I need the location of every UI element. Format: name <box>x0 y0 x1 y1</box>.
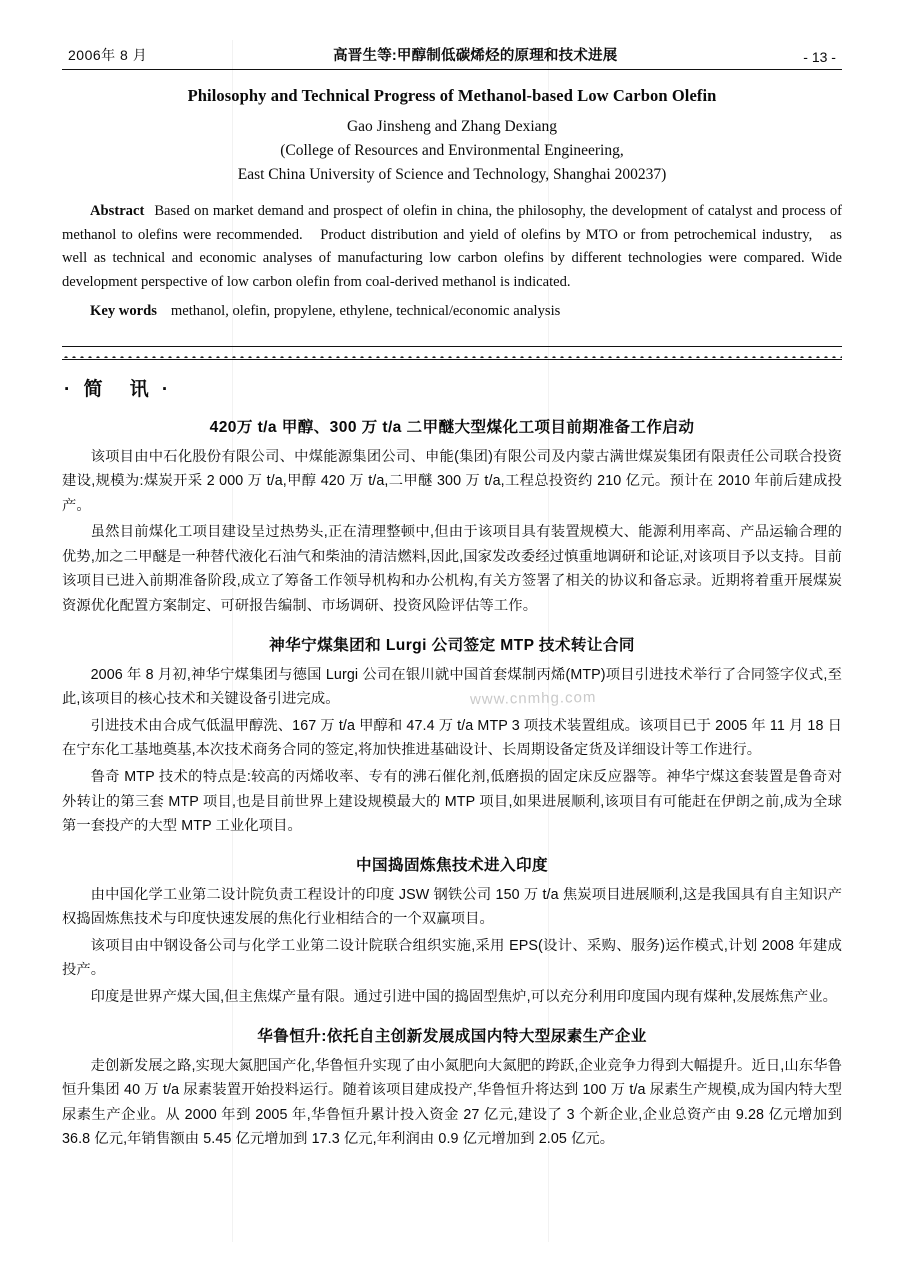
brief-paragraph: 鲁奇 MTP 技术的特点是:较高的丙烯收率、专有的沸石催化剂,低磨损的固定床反应器等。神华宁煤这套装置是鲁奇对外转让的第三套 MTP 项目,也是目前世界上建设规模最大的 MTP 项目,如果进展顺利,该项目有可能赶在伊朗之前,成为全球第一套投产的大型 MTP 工业化项目。 <box>62 768 842 835</box>
abstract-label: Abstract <box>90 203 145 219</box>
page-number: - 13 - <box>803 49 836 65</box>
brief-paragraph: 2006 年 8 月初,神华宁煤集团与德国 Lurgi 公司在银川就中国首套煤制丙烯(MTP)项目引进技术举行了合同签字仪式,至此,该项目的核心技术和关键设备引进完成。 <box>62 666 842 708</box>
affiliation-line-1: (College of Resources and Environmental Engineering, <box>280 142 624 159</box>
brief-paragraph: 印度是世界产煤大国,但主焦煤产量有限。通过引进中国的捣固型焦炉,可以充分利用印度国内现有煤种,发展炼焦产业。 <box>90 988 838 1005</box>
abstract-text: Based on market demand and prospect of olefin in china, the philosophy, the development of catalyst and process of methanol to olefins were recommended. Product distribution and yield of olefins by MTO or from petrochemical industry, as well as technical and economic analyses of manufacturing low carbon olefins by different technologies were compared. Wide development perspective of low carbon olefin from coal-derived methanol is indicated. <box>62 203 842 290</box>
brief-paragraph: 引进技术由合成气低温甲醇洗、167 万 t/a 甲醇和 47.4 万 t/a MTP 3 项技术装置组成。该项目已于 2005 年 11 月 18 日在宁东化工基地奠基,本次技术商务合同的签定,将加快推进基础设计、长周期设备定货及详细设计等工作进行。 <box>62 717 842 759</box>
brief-title: 420万 t/a 甲醇、300 万 t/a 二甲醚大型煤化工项目前期准备工作启动 <box>209 418 695 436</box>
watermark: www.cnmhg.com <box>469 688 597 709</box>
brief-paragraph: 该项目由中石化股份有限公司、中煤能源集团公司、申能(集团)有限公司及内蒙古满世煤炭集团有限责任公司联合投资建设,规模为:煤炭开采 2 000 万 t/a,甲醇 420 万 t/a,二甲醚 300 万 t/a,工程总投资约 210 亿元。预计在 2010 年前后建成投产。 <box>62 448 842 514</box>
english-authors: Gao Jinsheng and Zhang Dexiang <box>346 118 558 135</box>
decorative-separator <box>62 346 842 360</box>
keywords-text: methanol, olefin, propylene, ethylene, technical/economic analysis <box>170 302 561 319</box>
brief-paragraph: 该项目由中钢设备公司与化学工业第二设计院联合组织实施,采用 EPS(设计、采购、服务)运作模式,计划 2008 年建成投产。 <box>62 937 842 979</box>
brief-title: 华鲁恒升:依托自主创新发展成国内特大型尿素生产企业 <box>257 1027 647 1045</box>
running-head-date: 2006年 8 月 <box>68 47 148 63</box>
brief-title: 神华宁煤集团和 Lurgi 公司签定 MTP 技术转让合同 <box>269 636 635 654</box>
english-title: Philosophy and Technical Progress of Methanol-based Low Carbon Olefin <box>187 86 717 105</box>
brief-paragraph: 虽然目前煤化工项目建设呈过热势头,正在清理整顿中,但由于该项目具有装置规模大、能源利用率高、产品运输合理的优势,加之二甲醚是一种替代液化石油气和柴油的清洁燃料,因此,国家发改委经过慎重地调研和论证,对该项目予以支持。目前该项目已进入前期准备阶段,成立了筹备工作领导机构和办公机构,有关方签署了相关的协议和备忘录。近期将着重开展煤炭资源优化配置方案制定、可研报告编制、市场调研、投资风险评估等工作。 <box>62 524 842 615</box>
keywords-label: Key words <box>90 302 157 319</box>
brief-paragraph: 走创新发展之路,实现大氮肥国产化,华鲁恒升实现了由小氮肥向大氮肥的跨跃,企业竞争力得到大幅提升。近日,山东华鲁恒升集团 40 万 t/a 尿素装置开始投料运行。随着该项目建成投产,华鲁恒升将达到 100 万 t/a 尿素生产规模,成为国内特大型尿素生产企业。从 2000 年到 2005 年,华鲁恒升累计投入资金 27 亿元,建设了 3 个新企业,企业总资产由 9.28 亿元增加到 36.8 亿元,年销售额由 5.45 亿元增加到 17.3 亿元,年利润由 0.9 亿元增加到 2.05 亿元。 <box>62 1057 842 1148</box>
brief-paragraph: 由中国化学工业第二设计院负责工程设计的印度 JSW 钢铁公司 150 万 t/a 焦炭项目进展顺利,这是我国具有自主知识产权捣固炼焦技术与印度快速发展的焦化行业相结合的一个双赢项目。 <box>62 886 842 928</box>
brief-title: 中国捣固炼焦技术进入印度 <box>356 856 548 874</box>
scan-artifact-line <box>232 40 233 1242</box>
affiliation-line-2: East China University of Science and Technology, Shanghai 200237) <box>237 166 667 183</box>
scan-artifact-line <box>548 40 549 1242</box>
section-title-briefs: · 简 讯 · <box>64 378 173 400</box>
running-head-title: 高晋生等:甲醇制低碳烯烃的原理和技术进展 <box>333 48 618 64</box>
keywords-block <box>90 303 842 320</box>
running-head <box>62 44 842 70</box>
abstract-block <box>62 200 842 295</box>
